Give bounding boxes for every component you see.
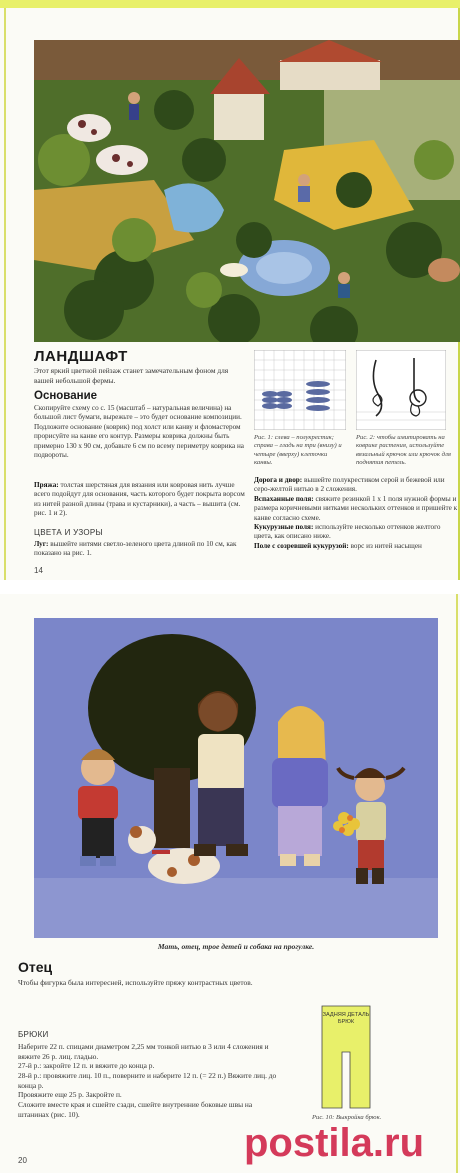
right-paragraph-label: Вспаханные поля: [254,494,314,503]
landscape-illustration [34,40,460,342]
family-illustration [34,618,438,938]
lug-paragraph [34,540,246,559]
instruction-line: 28-й р.: провяжите лиц. 10 п., поверните и наберите 12 п. (= 22 п.) Вяжите лиц. до конца р. [18,1071,277,1090]
page-title: ЛАНДШАФТ [34,348,128,365]
lug-text: вышейте нитями светло-зеленого цвета длиной по 10 см, как показано на рис. 1. [34,540,237,558]
section-heading: Основание [34,390,98,402]
instruction-line: Провяжите еще 25 р. Закройте п. [18,1090,122,1099]
top-accent-bar [0,0,460,8]
family-photo [34,618,438,938]
postila-logo [244,1112,458,1172]
right-paragraph [254,476,460,495]
right-margin-rule [456,594,458,1173]
page-gap [0,580,460,594]
figure-1-caption: Рис. 1: слева – полукрестик; справа – гладь на три (внизу) и четыре (вверху) клеточки канвы. [254,434,342,467]
page-20 [0,594,460,1173]
instruction-line: 27-й р.: закройте 12 п. и вяжите до конца р. [18,1061,155,1070]
page-number: 20 [18,1156,27,1165]
osnovanie-text: Скопируйте схему со с. 15 (масштаб – натуральная величина) на большой лист бумаги, вырежьте – это будет основание композиции. Подложите основание (коврик) под холст или канву и фломастером прорисуйте на канве его контур. Размеры коврика должны быть примерно 130 x 90 см, добавьте 6 см по всему периметру коврика на подвороты. [34,404,244,460]
pryazha-paragraph [34,481,246,519]
right-paragraph [254,495,460,523]
section-heading: БРЮКИ [18,1030,49,1039]
lug-label: Луг: [34,540,49,548]
landscape-photo [34,40,460,342]
right-paragraph-text: свяжите резинкой 1 x 1 поля нужной формы и размера коричневыми нитками нескольких оттенков и пришейте к канве согласно схеме. [254,494,458,522]
figure-2-hook [356,350,446,430]
page-title: Отец [18,959,53,975]
right-paragraph-label: Кукурузные поля: [254,523,314,532]
postila-logo-text: postila.ru [244,1121,425,1165]
instruction-line: Сложите вместе края и сшейте сзади, сшейте внутренние боковые швы на штанинах (рис. 10). [18,1100,253,1119]
page-number: 14 [34,566,43,575]
pryazha-text: толстая шерстяная для вязания или ковровая нить лучше всего подойдут для основания, часть которого будет покрыта ворсом из нитей разной длины (трава и кустарники), а часть – вышита (см. рис. 1 и 2). [34,481,245,518]
figure-10-label: ЗАДНЯЯ ДЕТАЛЬ БРЮК [322,1012,370,1025]
photo-caption: Мать, отец, трое детей и собака на прогулке. [157,942,315,951]
right-paragraph-label: Поле с созревшей кукурузой: [254,541,349,550]
right-paragraph-text: ворс из нитей насыщен [348,541,422,550]
left-margin-rule [4,8,6,580]
figure-2-caption: Рис. 2: чтобы имитировать на коврике растения, используйте вязальный крючок или крючок для поднятия петель. [356,434,451,467]
intro-text: Этот яркий цветной пейзаж станет замечательным фоном для вашей небольшой фермы. [34,366,229,385]
pryazha-label: Пряжа: [34,481,59,489]
right-paragraph-label: Дорога и двор: [254,476,303,484]
right-column [254,476,460,551]
figure-1-stitches [254,350,346,430]
page-14 [0,0,460,580]
intro-text: Чтобы фигурка была интересней, используйте пряжу контрастных цветов. [18,978,253,987]
right-paragraph [254,523,460,542]
figure-10-caption: Рис. 10: Выкройка брюк. [312,1114,382,1121]
instruction-line: Наберите 22 п. спицами диаметром 2,25 мм тонкой нитью в 3 или 4 сложения и вяжите 26 р. лиц. гладью. [18,1042,269,1061]
right-paragraph [254,542,460,551]
colors-heading: ЦВЕТА И УЗОРЫ [34,528,103,537]
right-paragraph-text: вышейте полукрестиком серой и бежевой или серо-желтой нитью в 2 сложения. [254,476,445,494]
right-paragraph-text: используйте несколько оттенков желтого цвета, как описано ниже. [254,523,441,541]
